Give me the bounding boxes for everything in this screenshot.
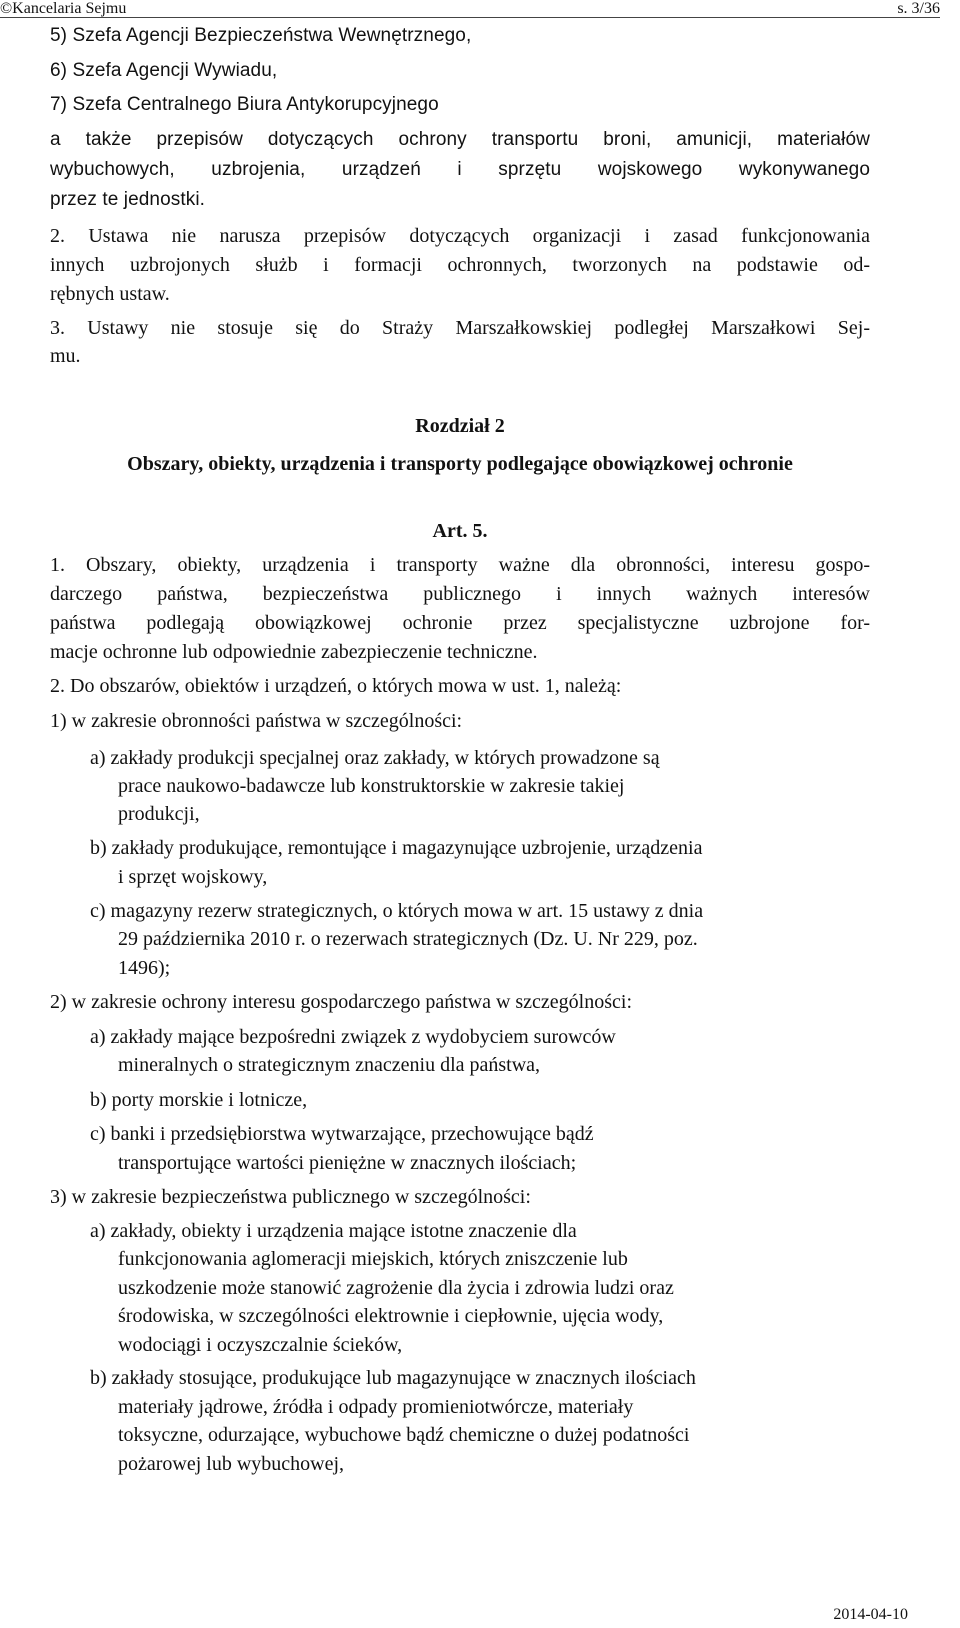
subpoint-line: i sprzęt wojskowy,	[118, 866, 268, 888]
subpoint-line: b) zakłady produkujące, remontujące i magazynujące uzbrojenie, urządzenia	[90, 837, 703, 859]
list-item: 6) Szefa Agencji Wywiadu,	[50, 60, 278, 81]
subpoint-line: c) banki i przedsiębiorstwa wytwarzające, przechowujące bądź	[90, 1123, 594, 1145]
point-heading: 2) w zakresie ochrony interesu gospodarczego państwa w szczególności:	[50, 991, 633, 1013]
paragraph-line: 2. Do obszarów, obiektów i urządzeń, o których mowa w ust. 1, należą:	[50, 675, 622, 697]
paragraph-line: 3. Ustawy nie stosuje się do Straży Marszałkowskiej podległej Marszałkowi Sej-	[50, 317, 870, 339]
paragraph-line: 1. Obszary, obiekty, urządzenia i transporty ważne dla obronności, interesu gospo-	[50, 554, 870, 576]
header-rule	[0, 17, 940, 18]
subpoint-line: a) zakłady mające bezpośredni związek z wydobyciem surowców	[90, 1026, 616, 1048]
list-item: 5) Szefa Agencji Bezpieczeństwa Wewnętrznego,	[50, 25, 472, 46]
paragraph-line: a także przepisów dotyczących ochrony transportu broni, amunicji, materiałów	[50, 129, 870, 150]
subpoint-line: uszkodzenie może stanowić zagrożenie dla życia i zdrowia ludzi oraz	[118, 1277, 674, 1299]
paragraph-line: mu.	[50, 345, 81, 367]
chapter-number: Rozdział 2	[415, 415, 505, 437]
paragraph-line: darczego państwa, bezpieczeństwa publicznego i innych ważnych interesów	[50, 583, 870, 605]
subpoint-line: c) magazyny rezerw strategicznych, o których mowa w art. 15 ustawy z dnia	[90, 900, 704, 922]
subpoint-line: a) zakłady produkcji specjalnej oraz zakłady, w których prowadzone są	[90, 747, 660, 769]
footer-date: 2014-04-10	[833, 1606, 908, 1623]
paragraph-line: innych uzbrojonych służb i formacji ochronnych, tworzonych na podstawie od-	[50, 254, 870, 276]
chapter-title: Obszary, obiekty, urządzenia i transporty podlegające obowiązkowej ochronie	[127, 453, 793, 475]
subpoint-line: środowiska, w szczególności elektrownie i ciepłownie, ujęcia wody,	[118, 1305, 664, 1327]
subpoint-line: 29 października 2010 r. o rezerwach strategicznych (Dz. U. Nr 229, poz.	[118, 928, 698, 950]
paragraph-line: przez te jednostki.	[50, 189, 206, 210]
header-source: ©Kancelaria Sejmu	[0, 0, 127, 17]
subpoint-line: produkcji,	[118, 803, 200, 825]
subpoint-line: prace naukowo-badawcze lub konstruktorskie w zakresie takiej	[118, 775, 625, 797]
header-page-number: s. 3/36	[897, 0, 940, 17]
subpoint-line: materiały jądrowe, źródła i odpady promieniotwórcze, materiały	[118, 1396, 634, 1418]
subpoint-line: funkcjonowania aglomeracji miejskich, których zniszczenie lub	[118, 1248, 628, 1270]
subpoint-line: a) zakłady, obiekty i urządzenia mające istotne znaczenie dla	[90, 1220, 577, 1242]
subpoint-line: pożarowej lub wybuchowej,	[118, 1453, 345, 1475]
paragraph-line: wybuchowych, uzbrojenia, urządzeń i sprzętu wojskowego wykonywanego	[50, 159, 870, 180]
subpoint-line: transportujące wartości pieniężne w znacznych ilościach;	[118, 1152, 577, 1174]
subpoint-line: b) porty morskie i lotnicze,	[90, 1089, 308, 1111]
subpoint-line: toksyczne, odurzające, wybuchowe bądź chemiczne o dużej podatności	[118, 1424, 690, 1446]
point-heading: 3) w zakresie bezpieczeństwa publicznego w szczególności:	[50, 1186, 531, 1208]
paragraph-line: rębnych ustaw.	[50, 283, 170, 305]
paragraph-line: macje ochronne lub odpowiednie zabezpieczenie techniczne.	[50, 641, 538, 663]
paragraph-line: państwa podlegają obowiązkowej ochronie przez specjalistyczne uzbrojone for-	[50, 612, 870, 634]
article-heading: Art. 5.	[432, 520, 488, 542]
subpoint-line: mineralnych o strategicznym znaczeniu dla państwa,	[118, 1054, 541, 1076]
subpoint-line: wodociągi i oczyszczalnie ścieków,	[118, 1334, 403, 1356]
list-item: 7) Szefa Centralnego Biura Antykorupcyjnego	[50, 94, 439, 115]
subpoint-line: 1496);	[118, 957, 171, 979]
paragraph-line: 2. Ustawa nie narusza przepisów dotyczących organizacji i zasad funkcjonowania	[50, 225, 870, 247]
subpoint-line: b) zakłady stosujące, produkujące lub magazynujące w znacznych ilościach	[90, 1367, 696, 1389]
point-heading: 1) w zakresie obronności państwa w szczególności:	[50, 710, 463, 732]
